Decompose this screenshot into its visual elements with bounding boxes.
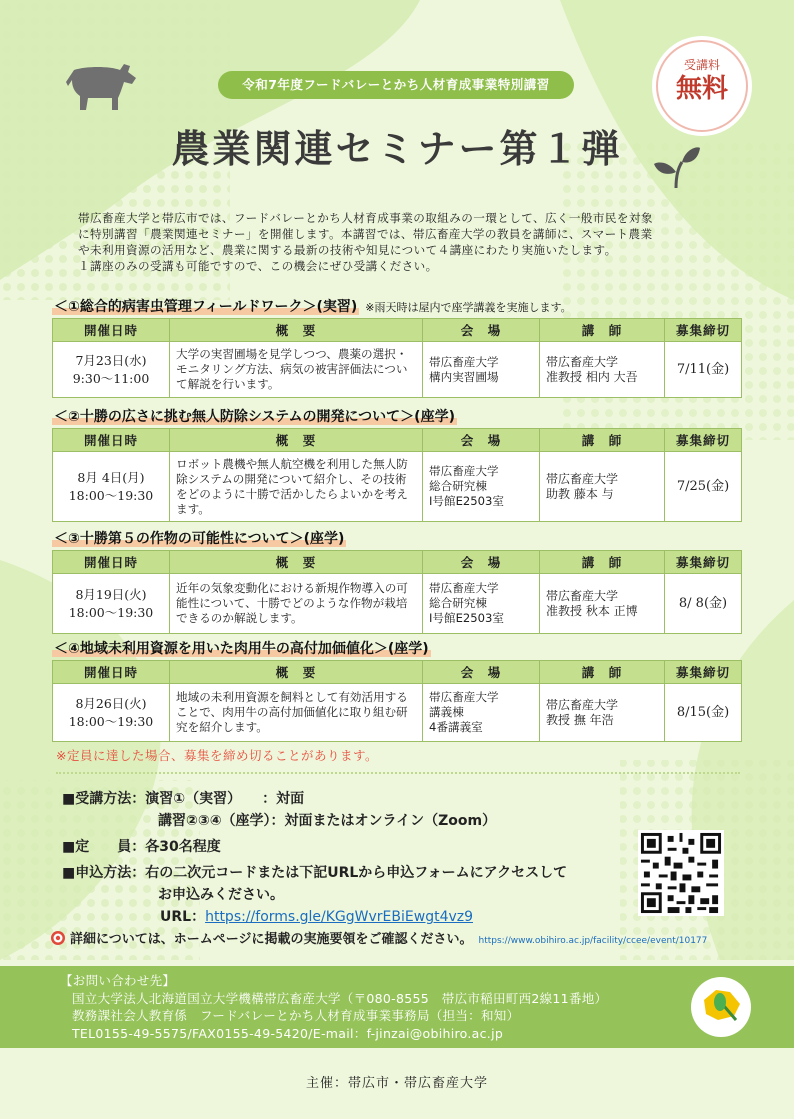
- table-header-row: [53, 551, 742, 574]
- table-row: [53, 452, 742, 522]
- contact-line: TEL0155-49-5575/FAX0155-49-5420/E-mail：f-jinzai@obihiro.ac.jp: [72, 1025, 504, 1041]
- col-overview: 概 要: [170, 319, 423, 342]
- col-lecturer: 講 師: [540, 319, 665, 342]
- method-line-2: 講習②③④（座学）：対面またはオンライン（Zoom）: [158, 813, 497, 829]
- session-lecturer: 帯広畜産大学 准教授 相内 大吾: [540, 342, 665, 398]
- table-header-row: [53, 319, 742, 342]
- session-lecturer: 帯広畜産大学 教授 撫 年浩: [540, 684, 665, 742]
- col-overview: 概 要: [170, 429, 423, 452]
- session-1: [52, 296, 742, 398]
- col-lecturer: 講 師: [540, 661, 665, 684]
- intro-line: 帯広畜産大学と帯広市では、フードバレーとかち人材育成事業の取組みの一環として、広く一般市民を対象: [78, 211, 653, 225]
- col-date: 開催日時: [53, 661, 170, 684]
- apply-line-2: お申込みください。: [158, 887, 284, 903]
- session-title: ＜②十勝の広さに挑む無人防除システムの開発について＞(座学): [54, 409, 455, 425]
- dotted-divider: [56, 772, 740, 774]
- session-deadline: 7/11(金): [665, 342, 742, 398]
- session-overview: ロボット農機や無人航空機を利用した無人防除システムの開発について紹介し、その技術をどのように十勝で活かしたらよいかを考えます。: [170, 452, 423, 522]
- target-icon: [50, 930, 66, 946]
- session-3: [52, 528, 742, 634]
- session-2: [52, 406, 742, 522]
- intro-line: １講座のみの受講も可能ですので、この機会にぜひ受講ください。: [78, 259, 438, 273]
- col-date: 開催日時: [53, 551, 170, 574]
- session-table: [52, 660, 742, 742]
- session-title: ＜③十勝第５の作物の可能性について＞(座学): [54, 531, 345, 547]
- col-venue: 会 場: [423, 661, 540, 684]
- sponsor-line: 主催：帯広市・帯広畜産大学: [305, 1076, 488, 1091]
- capacity-line: ■定 員：各30名程度: [62, 839, 221, 855]
- session-table: [52, 428, 742, 522]
- session-lecturer: 帯広畜産大学 助教 藤本 与: [540, 452, 665, 522]
- url-label: URL：: [160, 909, 206, 925]
- method-line: ■受講方法：演習①（実習） ：対面: [62, 791, 305, 807]
- col-venue: 会 場: [423, 551, 540, 574]
- table-header-row: [53, 429, 742, 452]
- col-venue: 会 場: [423, 319, 540, 342]
- detail-text: 詳細については、ホームページに掲載の実施要領をご確認ください。: [70, 932, 473, 947]
- col-venue: 会 場: [423, 429, 540, 452]
- contact-line: 教務課社会人教育係 フードバレーとかち人材育成事業事務局（担当：和知）: [72, 1008, 520, 1023]
- col-deadline: 募集締切: [665, 429, 742, 452]
- session-overview: 近年の気象変動化における新規作物導入の可能性について、十勝でどのような作物が栽培できるのか解説します。: [170, 574, 423, 634]
- col-lecturer: 講 師: [540, 551, 665, 574]
- session-table: [52, 550, 742, 634]
- session-datetime: 8月 4日(月) 18:00～19:30: [53, 452, 170, 522]
- col-overview: 概 要: [170, 661, 423, 684]
- badge-value: 無料: [675, 74, 728, 104]
- session-venue: 帯広畜産大学 総合研究棟 Ⅰ号館E2503室: [423, 574, 540, 634]
- session-deadline: 7/25(金): [665, 452, 742, 522]
- session-deadline: 8/15(金): [665, 684, 742, 742]
- session-overview: 地域の未利用資源を飼料として有効活用することで、肉用牛の高付加価値化に取り組む研究を紹介します。: [170, 684, 423, 742]
- page-title: 農業関連セミナー第１弾: [171, 126, 623, 171]
- capacity-warning: ※定員に達した場合、募集を締め切ることがあります。: [56, 748, 378, 763]
- contact-heading: 【お問い合わせ先】: [60, 973, 176, 988]
- intro-line: や未利用資源の活用など、農業に関する最新の技術や知見について４講座にわたり実施いたします。: [78, 243, 617, 257]
- session-overview: 大学の実習圃場を見学しつつ、農薬の選択・モニタリング方法、病気の被害評価法について解説を行います。: [170, 342, 423, 398]
- detail-url-link[interactable]: https://www.obihiro.ac.jp/facility/ccee/event/10177: [478, 936, 708, 946]
- session-datetime: 8月19日(火) 18:00～19:30: [53, 574, 170, 634]
- session-title: ＜①総合的病害虫管理フィールドワーク＞(実習) ※雨天時は屋内で座学講義を実施します。: [54, 299, 572, 315]
- contact-text: [60, 972, 607, 1042]
- intro-line: に特別講習「農業関連セミナー」を開催します。本講習では、帯広畜産大学の教員を講師に、スマート農業: [78, 227, 653, 241]
- contact-footer: [0, 966, 794, 1048]
- session-lecturer: 帯広畜産大学 准教授 秋本 正博: [540, 574, 665, 634]
- badge-label: 受講料: [683, 58, 720, 72]
- col-deadline: 募集締切: [665, 551, 742, 574]
- col-date: 開催日時: [53, 429, 170, 452]
- table-row: [53, 342, 742, 398]
- session-venue: 帯広畜産大学 総合研究棟 Ⅰ号館E2503室: [423, 452, 540, 522]
- session-table: [52, 318, 742, 398]
- apply-line: ■申込方法：右の二次元コードまたは下記URLから申込フォームにアクセスして: [62, 865, 568, 881]
- col-overview: 概 要: [170, 551, 423, 574]
- table-header-row: [53, 661, 742, 684]
- contact-line: 国立大学法人北海道国立大学機構帯広畜産大学（〒080-8555 帯広市稲田町西2線11番地）: [72, 990, 608, 1006]
- session-note: ※雨天時は屋内で座学講義を実施します。: [365, 301, 572, 314]
- intro-text: [78, 210, 718, 274]
- col-lecturer: 講 師: [540, 429, 665, 452]
- table-row: [53, 574, 742, 634]
- session-deadline: 8/ 8(金): [665, 574, 742, 634]
- session-4: [52, 638, 742, 742]
- foodvalley-logo: [690, 976, 752, 1038]
- col-date: 開催日時: [53, 319, 170, 342]
- session-datetime: 7月23日(水) 9:30～11:00: [53, 342, 170, 398]
- col-deadline: 募集締切: [665, 661, 742, 684]
- free-badge: [656, 40, 748, 132]
- session-venue: 帯広畜産大学 構内実習圃場: [423, 342, 540, 398]
- cow-icon: [66, 56, 138, 112]
- session-venue: 帯広畜産大学 講義棟 4番講義室: [423, 684, 540, 742]
- url-line: [62, 906, 567, 928]
- session-datetime: 8月26日(火) 18:00～19:30: [53, 684, 170, 742]
- program-ribbon: 令和7年度フードバレーとかち人材育成事業特別講習: [218, 71, 574, 99]
- detail-notice: [50, 928, 707, 947]
- col-deadline: 募集締切: [665, 319, 742, 342]
- qr-code[interactable]: [638, 830, 724, 916]
- table-row: [53, 684, 742, 742]
- apply-url-link[interactable]: https://forms.gle/KGgWvrEBiEwgt4vz9: [205, 909, 474, 925]
- session-title: ＜④地域未利用資源を用いた肉用牛の高付加価値化＞(座学): [54, 641, 429, 657]
- application-info: [62, 788, 567, 928]
